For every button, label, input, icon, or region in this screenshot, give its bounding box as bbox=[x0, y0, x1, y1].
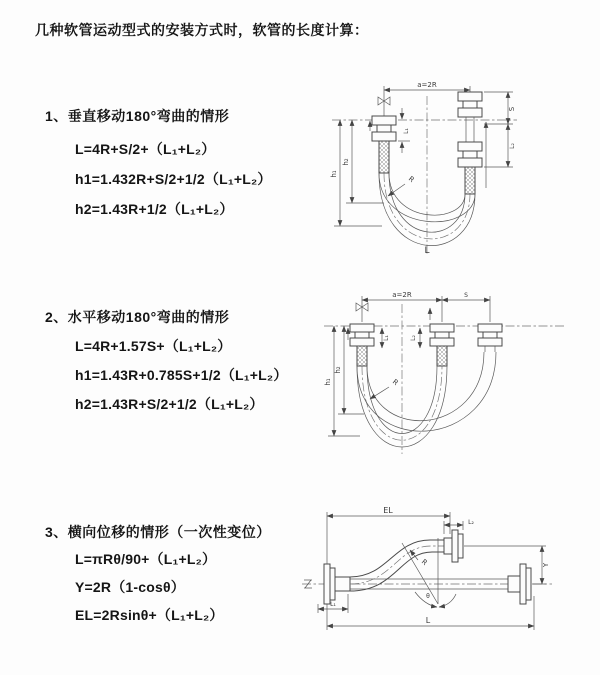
dimension-fitting-left bbox=[398, 108, 410, 153]
section-1-formula-h2: h2=1.43R+1/2（L₁+L₂） bbox=[75, 201, 234, 217]
dimension-stroke bbox=[484, 92, 516, 167]
left-flange bbox=[324, 564, 350, 604]
diagram-horizontal-180-bend bbox=[312, 286, 597, 458]
dimension-length bbox=[327, 596, 534, 630]
section-3-heading: 3、横向位移的情形（一次性变位） bbox=[45, 524, 271, 540]
section-3-formula-EL: EL=2Rsinθ+（L₁+L₂） bbox=[75, 607, 224, 623]
hose-displaced-position bbox=[350, 540, 448, 591]
fitting-right-label: L₂ bbox=[410, 335, 417, 341]
diagram-vertical-180-bend bbox=[312, 76, 597, 260]
radius-label: R bbox=[390, 377, 400, 388]
fitting-left-label: L₁ bbox=[383, 335, 390, 341]
dimension-fitting-left bbox=[382, 328, 390, 348]
offset-label: Y bbox=[542, 562, 550, 568]
braided-hose-left bbox=[357, 346, 367, 366]
section-3-formula-L: L=πRθ/90+（L₁+L₂） bbox=[75, 551, 217, 567]
height2-label: h₂ bbox=[342, 158, 350, 166]
section-2-formula-h2: h2=1.43R+S/2+1/2（L₁+L₂） bbox=[75, 396, 264, 412]
right-fitting-lower-position bbox=[458, 142, 482, 194]
dimension-fitting-right bbox=[444, 519, 474, 534]
braided-hose-left bbox=[379, 141, 389, 173]
dimension-fitting-right bbox=[508, 124, 516, 167]
length-label: L bbox=[425, 616, 431, 625]
el-label: EL bbox=[383, 506, 393, 515]
radius-label: R bbox=[406, 174, 416, 185]
fitting-left-label: L₁ bbox=[330, 601, 336, 608]
section-2-formula-h1: h1=1.43R+0.785S+1/2（L₁+L₂） bbox=[75, 367, 288, 383]
section-3-formula-Y: Y=2R（1-cosθ） bbox=[75, 579, 185, 595]
fitting-right-label: L₂ bbox=[468, 519, 474, 526]
length-label: L bbox=[424, 246, 430, 256]
radius-label: R bbox=[419, 557, 429, 568]
shift-label: S bbox=[464, 292, 468, 299]
braided-hose-middle bbox=[437, 346, 447, 366]
dimension-fitting-right bbox=[410, 328, 420, 348]
braided-hose-right bbox=[465, 167, 475, 194]
centerlines bbox=[332, 96, 517, 256]
section-1-heading: 1、垂直移动180°弯曲的情形 bbox=[45, 108, 230, 124]
dimension-shift bbox=[442, 292, 490, 300]
hose-u-bend-curves bbox=[357, 352, 496, 447]
diagram-lateral-displacement bbox=[298, 506, 578, 646]
right-fitting-upper-position bbox=[458, 92, 482, 142]
moving-fitting-position-2 bbox=[478, 324, 502, 352]
moving-fitting-position-1 bbox=[430, 324, 454, 366]
radius-callout bbox=[370, 378, 400, 399]
height1-label: h₁ bbox=[330, 170, 338, 178]
span-label: a=2R bbox=[392, 291, 412, 299]
fixed-fitting bbox=[350, 324, 374, 366]
section-2-heading: 2、水平移动180°弯曲的情形 bbox=[45, 309, 230, 325]
radius-callout bbox=[388, 175, 416, 196]
height1-label: h₁ bbox=[324, 378, 332, 386]
page-title: 几种软管运动型式的安装方式时，软管的长度计算： bbox=[35, 22, 369, 38]
fitting-left-label: L₁ bbox=[403, 128, 410, 134]
height2-label: h₂ bbox=[334, 366, 342, 374]
dimension-span bbox=[362, 291, 490, 322]
left-fitting bbox=[372, 116, 396, 173]
dimension-offset bbox=[464, 546, 550, 584]
section-2-formula-L: L=4R+1.57S+（L₁+L₂） bbox=[75, 338, 232, 354]
fitting-right-label: L₂ bbox=[509, 143, 516, 149]
section-1-formula-h1: h1=1.432R+S/2+1/2（L₁+L₂） bbox=[75, 171, 272, 187]
right-flange-displaced bbox=[444, 530, 463, 562]
angle-label: θ bbox=[426, 593, 430, 600]
section-1-formula-L: L=4R+S/2+（L₁+L₂） bbox=[75, 141, 216, 157]
right-flange-original bbox=[508, 564, 531, 604]
stroke-label: S bbox=[508, 106, 516, 112]
dimension-el bbox=[327, 506, 450, 564]
span-label: a=2R bbox=[417, 81, 437, 89]
